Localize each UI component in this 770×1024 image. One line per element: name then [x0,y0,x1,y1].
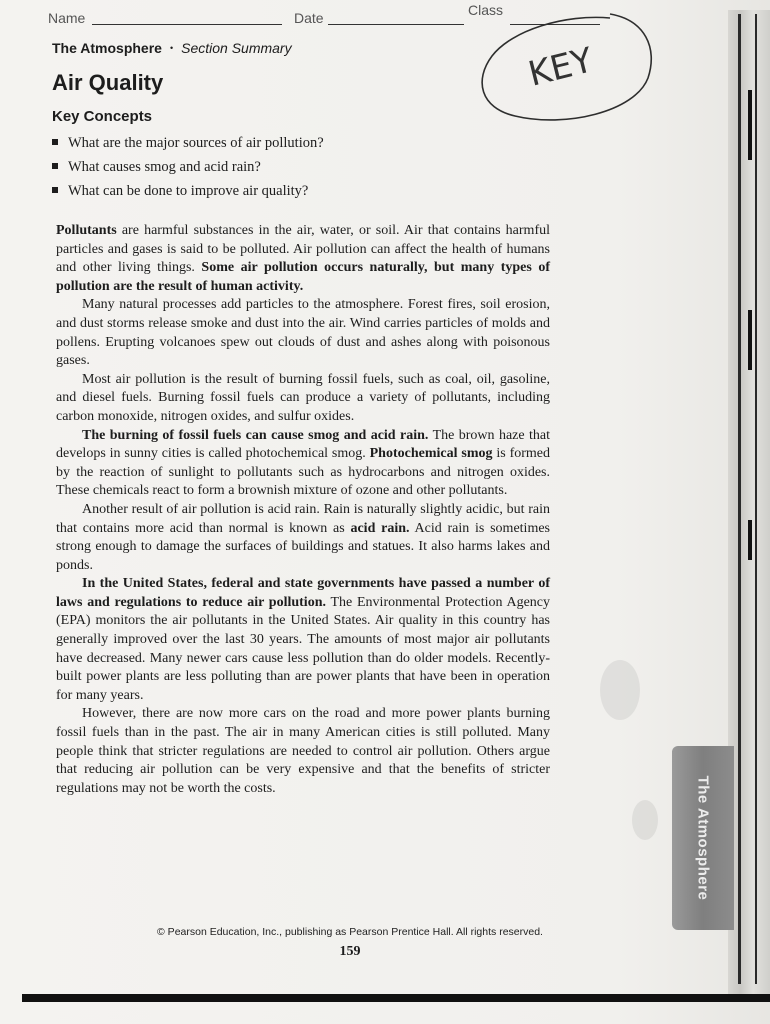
copyright-notice: © Pearson Education, Inc., publishing as Pearson Prentice Hall. All rights reserved. [157,926,543,938]
list-item: What are the major sources of air pollution? [52,132,324,156]
handwritten-key-annotation [470,8,660,128]
page-number: 159 [339,944,361,959]
bullet-icon [52,187,58,193]
page-title: Air Quality [52,70,164,95]
key-concepts-heading: Key Concepts [52,108,153,125]
edge-line [755,14,757,984]
paragraph-smog: The burning of fossil fuels can cause smog and acid rain. The brown haze that develops in sunny cities is called photochemical smog. Photochemical smog is formed by the reaction of sunlight to pollutants such as hydrocarbons and nitrogen oxides. These chemicals react to form a brownish mixture of ozone and other pollutants. [56,427,551,499]
list-item: What causes smog and acid rain? [52,156,324,180]
paragraph-debate: However, there are now more cars on the road and more power plants burning fossil fuels than in the past. The air in many American cities is still polluted. Many people think that stricter regulations are needed to control air pollution. Others argue that reducing air pollution can be very expensive and that the benefits of stricter regulations may not be worth the costs. [56,706,550,796]
side-tab-label: The Atmosphere [694,775,712,901]
bullet-icon [52,163,58,169]
handwritten-key-text: KEY [524,40,597,95]
paragraph-acid-rain: Another result of air pollution is acid rain. Rain is naturally slightly acidic, but rain that contains more acid than normal is known as acid rain. Acid rain is sometimes strong enough to damage the surfaces of buildings and statues. It also harms lakes and ponds. [56,501,550,573]
paragraph-pollutants: Pollutants are harmful substances in the air, water, or soil. Air that contains harmful particles and gases is said to be polluted. Air pollution can affect the health of humans and other living things. Some air pollution occurs naturally, but many types of pollution are the result of human activity. [56,223,550,294]
scan-smudge [632,800,658,840]
bullet-icon [52,139,58,145]
name-label: Name [48,10,86,26]
list-item: What can be done to improve air quality? [52,180,324,204]
name-line [92,24,282,25]
edge-line [738,14,741,984]
edge-mark [748,90,752,160]
breadcrumb [52,40,292,56]
edge-mark [748,520,752,560]
chapter-title: The Atmosphere [52,40,162,56]
paragraph-regulations: In the United States, federal and state governments have passed a number of laws and regulations to reduce air pollution. The Environmental Protection Agency (EPA) monitors the air pollutants in the United States. Air quality in this country has generally improved over the last 30 years. The amounts of most major air pollutants have decreased. Many newer cars cause less pollution than do older models. Recently-built power plants are less polluting than are power plants that have been in operation for many years. [56,576,550,703]
edge-mark [748,310,752,370]
section-label: Section Summary [181,40,292,56]
date-line [328,24,464,25]
chapter-side-tab [672,746,734,930]
class-label: Class [468,2,504,18]
key-concepts-list [52,132,324,204]
date-label: Date [294,10,324,26]
breadcrumb-separator: • [169,43,174,53]
paragraph-fossil-fuels: Most air pollution is the result of burning fossil fuels, such as coal, oil, gasoline, and diesel fuels. Burning fossil fuels can produce a variety of pollutants, including carbon monoxide, nitrogen oxides, and sulfur oxides. [56,371,550,424]
scan-smudge [600,660,640,720]
section-summary-body [56,222,550,798]
paragraph-natural-sources: Many natural processes add particles to the atmosphere. Forest fires, soil erosion, and dust storms release smoke and dust into the air. Wind carries particles of molds and pollens. Erupting volcanoes spew out clouds of dust and ashes along with poisonous gases. [56,297,550,369]
scan-bottom-edge [22,994,770,1002]
